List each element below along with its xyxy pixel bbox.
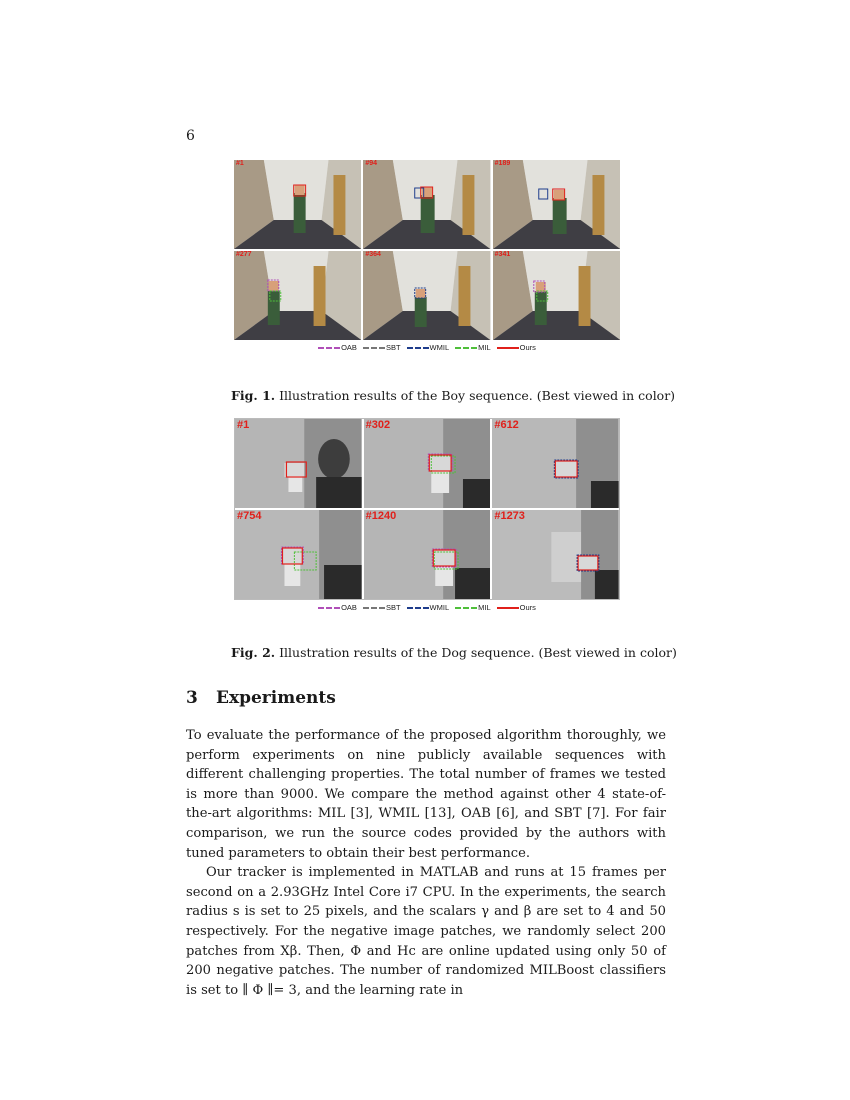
frame-image bbox=[235, 510, 362, 599]
hallway-photo bbox=[234, 160, 361, 249]
caption-label: Fig. 2. bbox=[231, 645, 276, 660]
caption-label: Fig. 1. bbox=[231, 388, 276, 403]
legend-swatch bbox=[318, 607, 340, 609]
legend-entry bbox=[497, 343, 536, 352]
legend-label: MIL bbox=[478, 603, 491, 612]
legend-entry bbox=[363, 603, 401, 612]
legend-swatch bbox=[407, 347, 429, 349]
paragraph: Our tracker is implemented in MATLAB and runs at 15 frames per second on a 2.93GHz Intel Core i7 CPU. In the experiments, the search radius s is set to 25 pixels, and the scalars γ and β are set to 4 and 50 respectively. For the negative image patches, we randomly select 200 patches from Xβ. Then, Φ and Hc are online updated using only 50 of 200 negative patches. The number of randomized MILBoost classifiers is set to ∥ Φ ∥= 3, and the learning rate in bbox=[186, 865, 666, 998]
figure-dog-sequence bbox=[234, 418, 620, 612]
frame-number-label: #1273 bbox=[494, 510, 525, 522]
office-photo bbox=[492, 419, 619, 508]
hallway-photo bbox=[363, 251, 490, 340]
frame-image bbox=[363, 160, 490, 249]
legend-swatch bbox=[497, 347, 519, 349]
legend-entry bbox=[363, 343, 401, 352]
frame-image bbox=[363, 251, 490, 340]
legend-swatch bbox=[407, 607, 429, 609]
section-title: Experiments bbox=[216, 688, 336, 708]
frame-number-label: #302 bbox=[365, 419, 391, 431]
legend-swatch bbox=[497, 607, 519, 609]
hallway-photo bbox=[493, 160, 620, 249]
figure-boy-sequence bbox=[234, 160, 620, 352]
frame-number-label: #612 bbox=[494, 419, 519, 431]
hallway-photo bbox=[234, 251, 361, 340]
legend-label: OAB bbox=[341, 603, 357, 612]
frame-number-label: #1240 bbox=[365, 510, 397, 522]
legend-label: MIL bbox=[478, 343, 491, 352]
section-heading bbox=[186, 688, 336, 708]
paragraph: To evaluate the performance of the proposed algorithm thoroughly, we perform experiments on nine publicly available sequences with different challenging properties. The total number of frames we tested is more than 9000. We compare the method against other 4 state-of-the-art algorithms: MIL [3], WMIL [13], OAB [6], and SBT [7]. For fair comparison, we run the source codes provided by the authors with tuned parameters to obtain their best performance. bbox=[186, 728, 666, 861]
frame-image bbox=[364, 419, 491, 508]
frame-grid bbox=[234, 418, 620, 600]
frame-image bbox=[492, 510, 619, 599]
legend-entry bbox=[407, 603, 450, 612]
office-photo bbox=[492, 510, 619, 599]
frame-number-label: #364 bbox=[365, 251, 381, 258]
figure-legend bbox=[234, 343, 620, 352]
frame-image bbox=[492, 419, 619, 508]
frame-number-label: #94 bbox=[365, 160, 378, 167]
legend-swatch bbox=[363, 347, 385, 349]
frame-image bbox=[493, 251, 620, 340]
section-number: 3 bbox=[186, 688, 198, 708]
legend-label: SBT bbox=[385, 343, 401, 352]
legend-label: SBT bbox=[385, 603, 401, 612]
caption-text: Illustration results of the Dog sequence. (Best viewed in color) bbox=[275, 645, 677, 660]
frame-image bbox=[364, 510, 491, 599]
legend-swatch bbox=[455, 607, 477, 609]
hallway-photo bbox=[493, 251, 620, 340]
legend-entry bbox=[497, 603, 536, 612]
office-photo bbox=[235, 510, 362, 599]
hallway-photo bbox=[363, 160, 490, 249]
legend-label: Ours bbox=[519, 603, 536, 612]
caption-text: Illustration results of the Boy sequence. (Best viewed in color) bbox=[275, 388, 676, 403]
legend-label: WMIL bbox=[429, 603, 450, 612]
figure-caption bbox=[231, 388, 675, 403]
legend-entry bbox=[318, 603, 357, 612]
office-photo bbox=[364, 510, 491, 599]
frame-number-label: #754 bbox=[237, 510, 262, 522]
legend-entry bbox=[407, 343, 450, 352]
legend-swatch bbox=[455, 347, 477, 349]
frame-image bbox=[235, 419, 362, 508]
figure-legend bbox=[234, 603, 620, 612]
frame-image bbox=[234, 160, 361, 249]
frame-number-label: #341 bbox=[494, 251, 511, 258]
page-number: 6 bbox=[186, 128, 195, 144]
frame-image bbox=[234, 251, 361, 340]
frame-grid bbox=[234, 160, 620, 340]
figure-caption bbox=[231, 645, 677, 660]
frame-number-label: #1 bbox=[237, 419, 250, 431]
legend-label: OAB bbox=[341, 343, 357, 352]
frame-number-label: #277 bbox=[236, 251, 252, 258]
legend-swatch bbox=[363, 607, 385, 609]
legend-swatch bbox=[318, 347, 340, 349]
body-text bbox=[186, 726, 666, 1000]
legend-label: WMIL bbox=[429, 343, 450, 352]
frame-number-label: #189 bbox=[494, 160, 511, 167]
frame-image bbox=[493, 160, 620, 249]
legend-entry bbox=[318, 343, 357, 352]
office-photo bbox=[235, 419, 362, 508]
frame-number-label: #1 bbox=[236, 160, 244, 167]
legend-entry bbox=[455, 603, 491, 612]
office-photo bbox=[364, 419, 491, 508]
legend-label: Ours bbox=[519, 343, 536, 352]
legend-entry bbox=[455, 343, 491, 352]
